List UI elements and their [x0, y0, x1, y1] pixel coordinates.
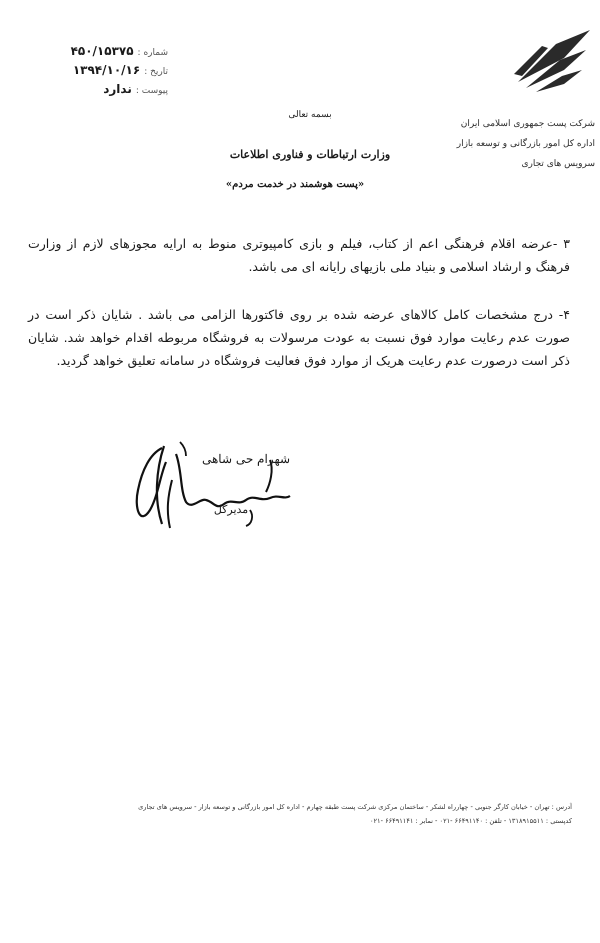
- post-company-bird-logo-icon: [512, 24, 592, 94]
- ministry-title: وزارت ارتباطات و فناوری اطلاعات: [229, 148, 391, 161]
- organization-block: [456, 114, 595, 174]
- besmellah: بسمه تعالی: [288, 110, 332, 120]
- letter-footer: [62, 800, 572, 828]
- department-name: اداره کل امور بازرگانی و توسعه بازار: [456, 139, 595, 149]
- date-value: ۱۳۹۴/۱۰/۱۶: [72, 63, 141, 77]
- attachment-label: پیوست :: [135, 86, 168, 96]
- slogan: «پست هوشمند در خدمت مردم»: [225, 179, 365, 190]
- division-name: سرویس های تجاری: [521, 159, 595, 169]
- organization-name: شرکت پست جمهوری اسلامی ایران: [460, 119, 595, 129]
- attachment-value: ندارد: [103, 82, 132, 96]
- footer-contact: کدپستی : ۱۳۱۸۹۱۵۵۱۱ - تلفن : ۶۶۴۹۱۱۴۰ -۰۲۱ - نمابر : ۶۶۴۹۱۱۴۱ -۰۲۱: [369, 817, 572, 825]
- paragraph-4: ۴- درج مشخصات کامل کالاهای عرضه شده بر روی فاکتورها الزامی می باشد . شایان ذکر است در صورت عدم رعایت موارد فوق نسبت به عودت مرسولات به فروشگاه مربوطه اقدام خواهد شد. شایان ذکر است درصورت عدم رعایت هریک از موارد فوق فعالیت فروشگاه در سامانه تعلیق خواهد گردید.: [28, 307, 570, 368]
- date-row: [58, 63, 168, 82]
- attachment-row: [58, 82, 168, 101]
- paragraph-3: ۳ -عرضه اقلام فرهنگی اعم از کتاب، فیلم و بازی کامپیوتری منوط به ارایه مجوزهای لازم از وزارت فرهنگ و ارشاد اسلامی و بنیاد ملی بازیهای رایانه ای می باشد.: [28, 236, 570, 274]
- signer-title: مدیرکل: [213, 503, 249, 516]
- footer-address: آدرس : تهران - خیابان کارگر جنوبی - چهارراه لشکر - ساختمان مرکزی شرکت پست طبقه چهارم - اداره کل امور بازرگانی و توسعه بازار - سرویس های تجاری: [138, 803, 572, 811]
- number-label: شماره :: [137, 48, 168, 58]
- signer-name: شهرام حی شاهی: [201, 452, 291, 466]
- date-label: تاریخ :: [144, 67, 168, 77]
- number-value: ۴۵۰/۱۵۳۷۵: [70, 44, 134, 58]
- letter-meta: [58, 44, 168, 101]
- number-row: [58, 44, 168, 63]
